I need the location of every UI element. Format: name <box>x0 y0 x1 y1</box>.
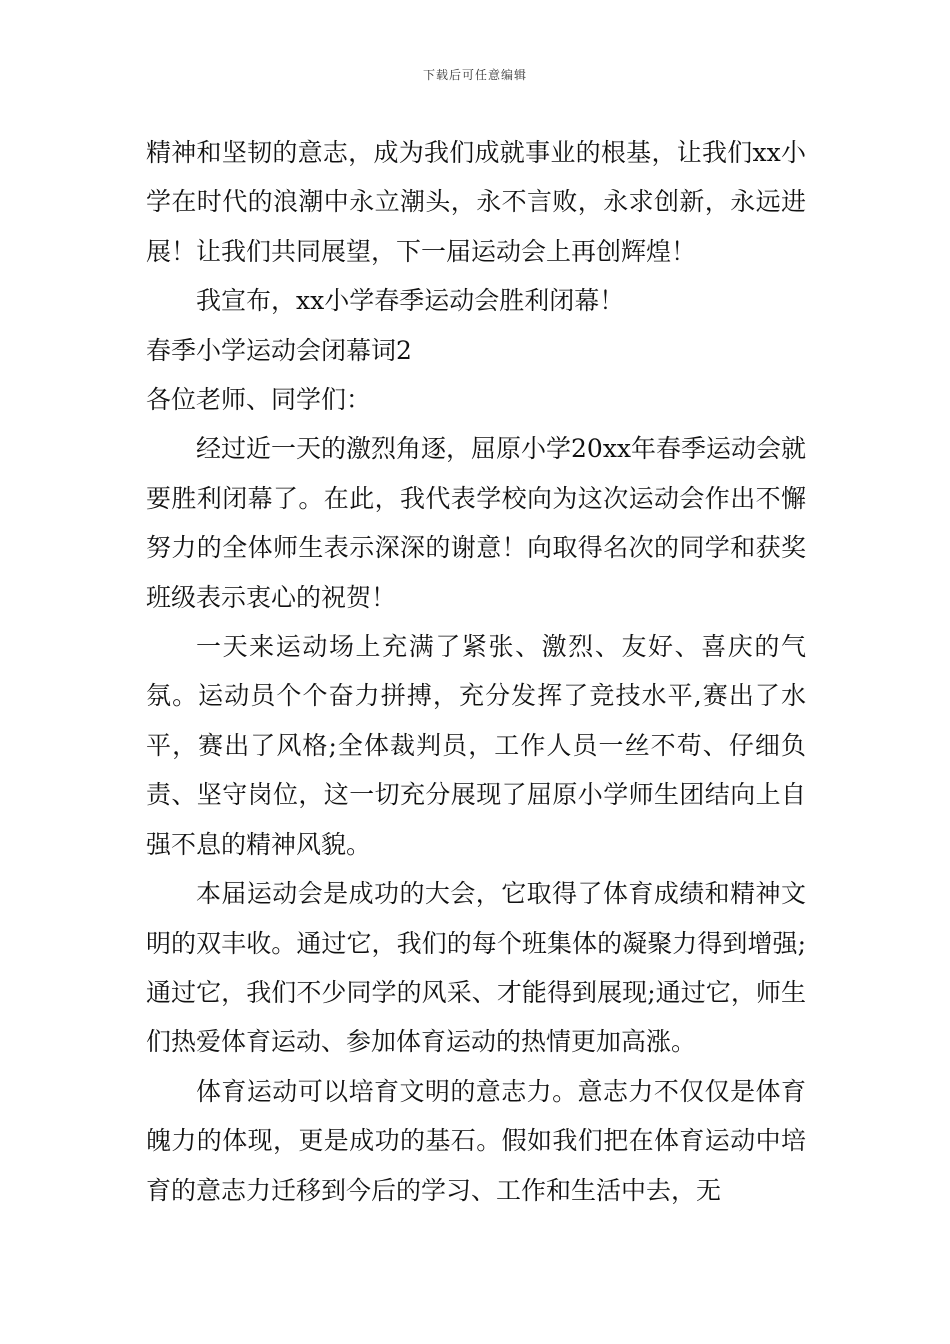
salutation: 各位老师、同学们： <box>146 385 372 415</box>
page-header: 下载后可任意编辑 <box>422 68 527 82</box>
document-body <box>146 128 806 1215</box>
paragraph-announcement: 我宣布，xx小学春季运动会胜利闭幕！ <box>196 286 625 316</box>
paragraph-intro: 经过近一天的激烈角逐，屈原小学20xx年春季运动会就要胜利闭幕了。在此，我代表学校向为这次运动会作出不懈努力的全体师生表示深深的谢意！向取得名次的同学和获奖班级表示衷心的祝贺！ <box>146 434 807 612</box>
paragraph-closing-continuation: 精神和坚韧的意志，成为我们成就事业的根基，让我们xx小学在时代的浪潮中永立潮头，永不言败，永求创新，永远进展！让我们共同展望，下一届运动会上再创辉煌！ <box>146 138 806 266</box>
section-title: 春季小学运动会闭幕词2 <box>146 335 412 365</box>
paragraph-atmosphere: 一天来运动场上充满了紧张、激烈、友好、喜庆的气氛。运动员个个奋力拼搏，充分发挥了竞技水平,赛出了水平，赛出了风格;全体裁判员，工作人员一丝不苟、仔细负责、坚守岗位，这一切充分展现了屈原小学师生团结向上自强不息的精神风貌。 <box>146 632 806 859</box>
paragraph-success: 本届运动会是成功的大会，它取得了体育成绩和精神文明的双丰收。通过它，我们的每个班集体的凝聚力得到增强;通过它，我们不少同学的风采、才能得到展现;通过它，师生们热爱体育运动、参加体育运动的热情更加高涨。 <box>146 879 806 1057</box>
paragraph-willpower: 体育运动可以培育文明的意志力。意志力不仅仅是体育魄力的体现，更是成功的基石。假如我们把在体育运动中培育的意志力迁移到今后的学习、工作和生活中去，无 <box>146 1076 806 1205</box>
